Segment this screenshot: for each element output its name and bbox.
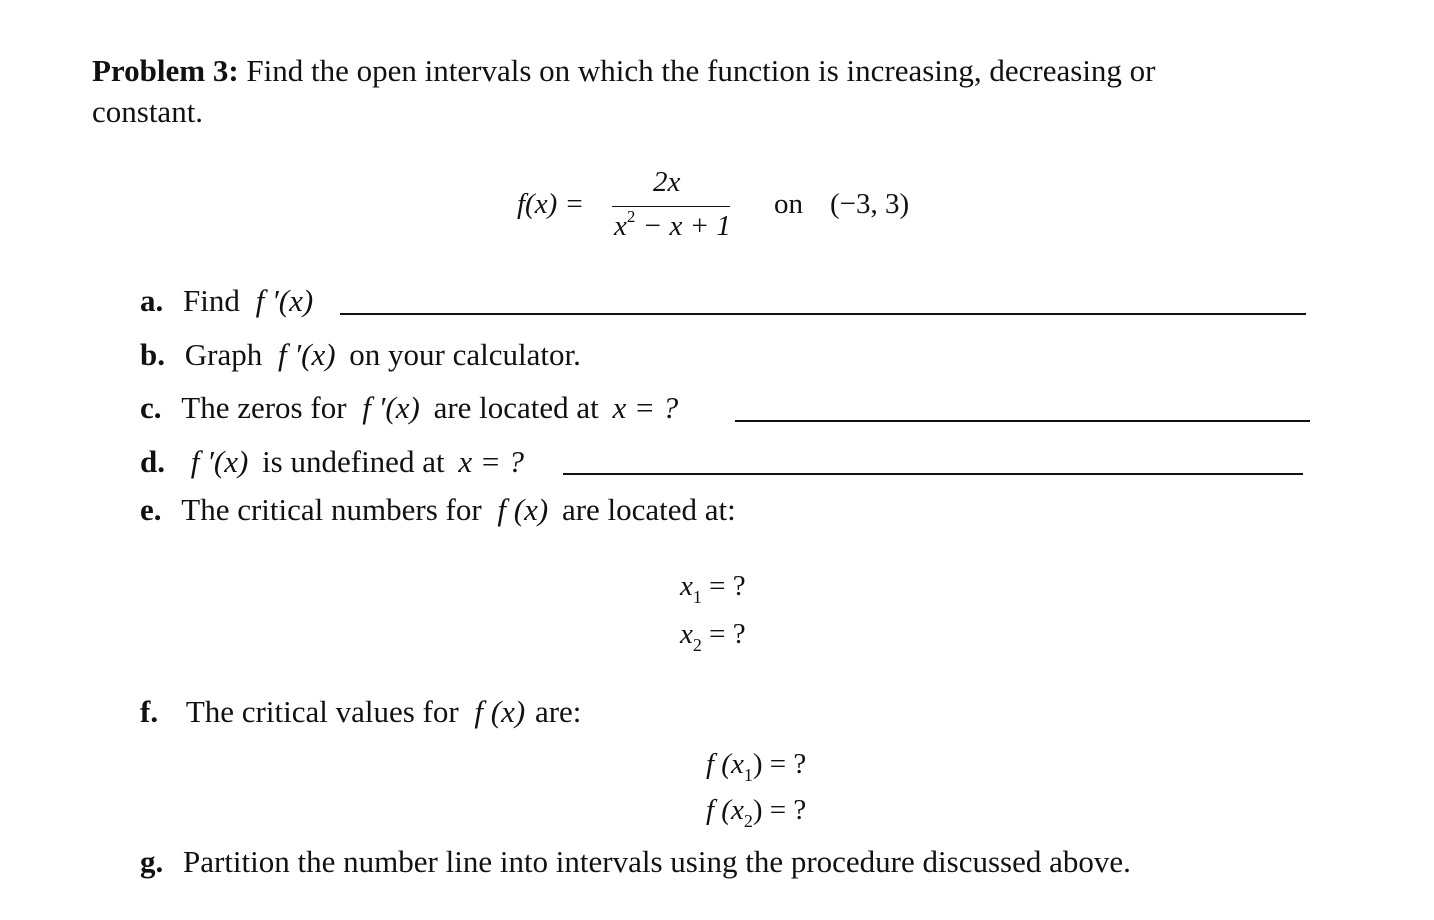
denominator-exponent: 2 <box>626 207 636 226</box>
part-f-math: f (x) <box>474 694 526 729</box>
denominator-rest: − x + 1 <box>642 210 731 242</box>
formula-lhs: f(x) = <box>517 188 585 220</box>
part-e <box>140 492 736 528</box>
problem-heading <box>92 53 1156 89</box>
part-b-math: f ′(x) <box>277 337 336 372</box>
part-f-text-after: are: <box>534 694 582 729</box>
part-f-letter: f. <box>140 694 159 729</box>
critical-value-2-fn: f (x <box>706 794 744 826</box>
part-f-text: The critical values for <box>185 694 459 729</box>
problem-statement: Find the open intervals on which the function is increasing, decreasing or <box>246 53 1156 88</box>
critical-value-2 <box>706 794 807 831</box>
part-c-math-end: x = ? <box>612 390 679 425</box>
part-d-letter: d. <box>140 444 165 479</box>
critical-number-1-var: x <box>680 570 693 602</box>
part-d-math: f ′(x) <box>190 444 249 479</box>
part-c-math: f ′(x) <box>362 390 420 425</box>
part-d-text-mid: is undefined at <box>262 444 445 479</box>
part-g <box>140 844 1131 880</box>
critical-number-1 <box>680 570 746 607</box>
part-e-text: The critical numbers for <box>181 492 482 527</box>
problem-label: Problem 3: <box>92 53 239 88</box>
part-e-text-after: are located at: <box>561 492 736 527</box>
part-g-text: Partition the number line into intervals using the procedure discussed above. <box>183 844 1131 879</box>
critical-value-1-sub: 1 <box>743 765 753 785</box>
formula-denominator <box>614 207 731 243</box>
denominator-base: x <box>614 210 627 242</box>
critical-number-1-sub: 1 <box>692 587 702 607</box>
critical-number-1-eq: = ? <box>709 570 746 602</box>
part-b-text: Graph <box>184 337 263 372</box>
answer-blank-a[interactable] <box>340 313 1306 315</box>
part-c <box>140 390 678 426</box>
answer-blank-c[interactable] <box>735 420 1310 422</box>
critical-value-1 <box>706 748 807 785</box>
part-b-text-after: on your calculator. <box>349 337 581 372</box>
part-a <box>140 283 313 319</box>
part-d <box>140 444 524 480</box>
part-b <box>140 337 581 373</box>
critical-number-2-var: x <box>680 618 693 650</box>
part-c-text-mid: are located at <box>433 390 599 425</box>
domain-interval: (−3, 3) <box>830 188 910 220</box>
critical-value-2-eq: ) = ? <box>752 794 807 826</box>
critical-value-1-fn: f (x <box>706 748 744 780</box>
part-b-letter: b. <box>140 337 165 372</box>
part-a-text: Find <box>183 283 240 318</box>
part-c-letter: c. <box>140 390 162 425</box>
part-a-math: f ′(x) <box>255 283 314 318</box>
part-f <box>140 694 581 730</box>
answer-blank-d[interactable] <box>563 473 1303 475</box>
critical-number-2 <box>680 618 746 655</box>
part-e-letter: e. <box>140 492 162 527</box>
problem-statement-continued: constant. <box>92 94 204 129</box>
formula-numerator: 2x <box>653 166 681 198</box>
part-a-letter: a. <box>140 283 164 318</box>
part-g-letter: g. <box>140 844 164 879</box>
critical-value-2-sub: 2 <box>743 811 753 831</box>
part-d-math-end: x = ? <box>458 444 525 479</box>
critical-value-1-eq: ) = ? <box>752 748 807 780</box>
part-c-text: The zeros for <box>181 390 347 425</box>
part-e-math: f (x) <box>497 492 549 527</box>
on-word: on <box>774 188 803 220</box>
critical-number-2-eq: = ? <box>709 618 746 650</box>
critical-number-2-sub: 2 <box>692 635 702 655</box>
